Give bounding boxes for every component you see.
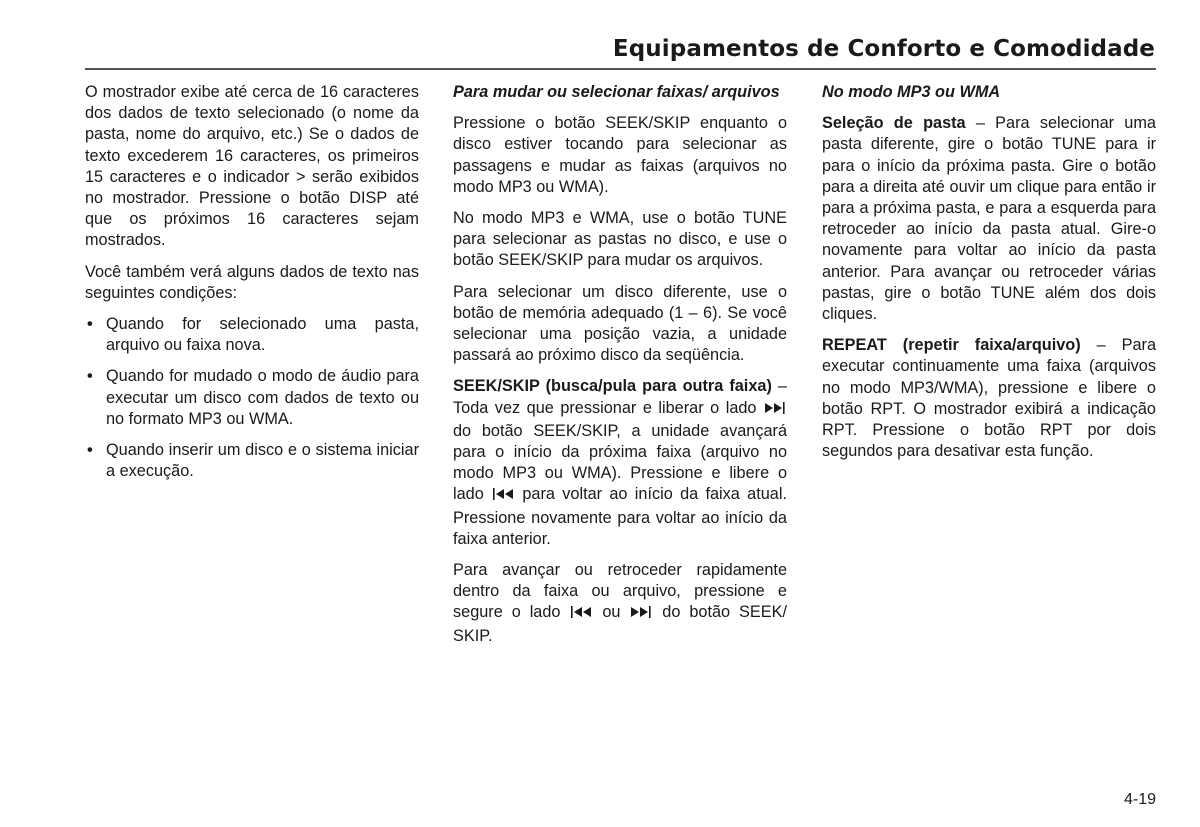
- section-heading-mp3-mode: No modo MP3 ou WMA: [822, 83, 1001, 101]
- paragraph-fast-forward: Para avançar ou retroceder rapidamente dentro da faixa ou arquivo, pressione e segure o lado ou do botão SEEK/ SKIP.: [453, 561, 787, 645]
- skip-forward-icon: [629, 604, 653, 625]
- repeat-label: REPEAT (repetir faixa/arquivo): [822, 336, 1081, 355]
- paragraph-repeat: REPEAT (repetir faixa/arquivo) – Para executar continuamente uma faixa (arquivos no modo MP3/WMA), pressione e libere o botão RPT. O mostrador exibirá a indicação RPT. Pressione o botão RPT por dois segundos para desativar esta função.: [822, 336, 1156, 461]
- seek-skip-label: SEEK/SKIP (busca/pula para outra faixa): [453, 377, 772, 396]
- bullet-icon: •: [87, 315, 93, 334]
- paragraph-folder-selection: Seleção de pasta – Para selecionar uma pasta diferente, gire o botão TUNE para ir para o início da próxima pasta. Gire o botão para a direita até ouvir um clique para então ir para a próxima pasta, e para a esquerda para retroceder ao início da pasta atual. Gire-o novamente para voltar ao início da pasta anterior. Para avançar ou retroceder várias pastas, gire o botão TUNE além dos dois cliques.: [822, 114, 1156, 324]
- paragraph-select-disc: Para selecionar um disco diferente, use o botão de memória adequado (1 – 6). Se você selecionar uma posição vazia, a unidade passará ao próximo disco da seqüência.: [453, 282, 787, 365]
- page-header-title: Equipamentos de Conforto e Comodidade: [612, 36, 1155, 62]
- bullet-icon: •: [87, 367, 93, 386]
- paragraph-mp3-tune: No modo MP3 e WMA, use o botão TUNE para selecionar as pastas no disco, e use o botão SEEK/SKIP para mudar os arquivos.: [453, 209, 787, 270]
- paragraph-conditions-intro: Você também verá alguns dados de texto nas seguintes condições:: [85, 262, 419, 302]
- column-3: [822, 82, 1156, 472]
- list-item: • Quando for selecionado uma pasta, arquivo ou faixa nova.: [87, 315, 419, 355]
- skip-back-icon: [569, 604, 593, 625]
- conditions-list: [85, 314, 419, 482]
- skip-back-icon: [491, 486, 515, 507]
- paragraph-seek-press: Pressione o botão SEEK/SKIP enquanto o disco estiver tocando para selecionar as passagens e mudar as faixas (arquivos no modo MP3 ou WMA).: [453, 114, 787, 196]
- paragraph-seek-skip: SEEK/SKIP (busca/pula para outra faixa) – Toda vez que pressionar e liberar o lado do botão SEEK/SKIP, a unidade avançará para o início da próxima faixa (arquivo no modo MP3 ou WMA). Pressione e libere o lado para voltar ao início da faixa atual. Pressione novamente para voltar ao início da faixa anterior.: [453, 377, 787, 548]
- bullet-icon: •: [87, 441, 93, 460]
- column-2: [453, 82, 787, 657]
- skip-forward-icon: [763, 400, 787, 421]
- list-item: • Quando inserir um disco e o sistema iniciar a execução.: [87, 441, 419, 481]
- folder-selection-label: Seleção de pasta: [822, 114, 966, 133]
- page-number: 4-19: [1123, 791, 1156, 808]
- list-item: • Quando for mudado o modo de áudio para executar um disco com dados de texto ou no formato MP3 ou WMA.: [87, 367, 419, 428]
- section-heading-change-tracks: Para mudar ou selecionar faixas/ arquivos: [453, 83, 780, 101]
- column-1: [85, 82, 419, 492]
- header-divider: [85, 68, 1156, 70]
- paragraph-display-intro: O mostrador exibe até cerca de 16 caracteres dos dados de texto selecionado (o nome da pasta, nome do arquivo, etc.) Se o dados de texto excederem 16 caracteres, os primeiros 15 caracteres e o indicador > serão exibidos no mostrador. Pressione o botão DISP até que os próximos 16 caracteres sejam mostrados.: [85, 83, 419, 250]
